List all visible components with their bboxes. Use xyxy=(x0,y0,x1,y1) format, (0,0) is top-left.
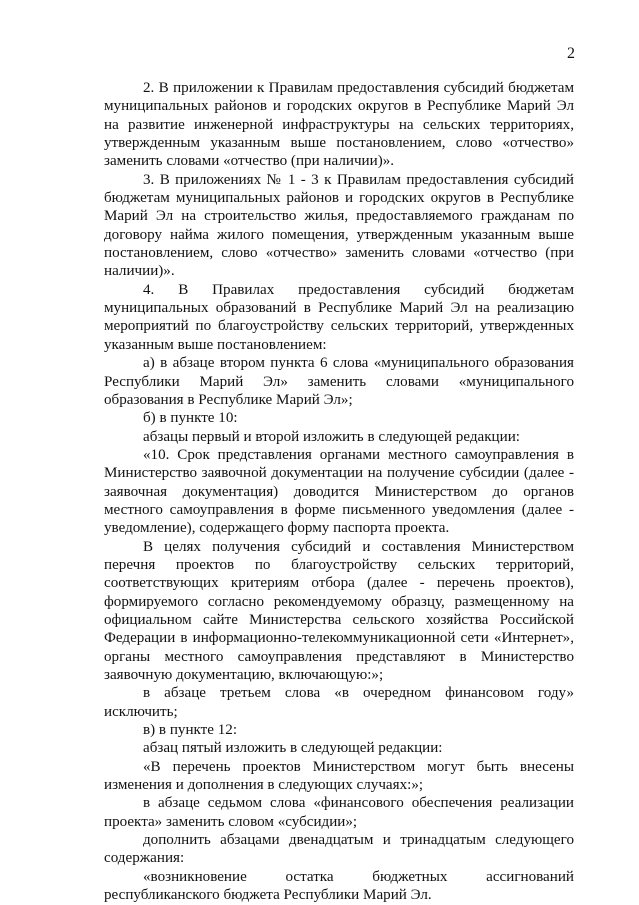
paragraph-subitem-v: в) в пункте 12: xyxy=(143,722,238,739)
page-number: 2 xyxy=(567,45,575,62)
paragraph-clause-10-cont: В целях получения субсидий и составления Министерством перечня проектов по благоустройству сельских территорий, соответствующих критериям отбора (далее - перечень проектов), формируемого согласно рекомендуемому образцу, размещенному на официальном сайте Министерства сельского хозяйства Российской Федерации в информационно-телекоммуникационной сети «Интернет», органы местного самоуправления представляют в Министерство заявочную документацию, включающую:»; xyxy=(104,538,574,683)
paragraph-add-abzac: дополнить абзацами двенадцатым и тринадцатым следующего содержания: xyxy=(104,832,574,867)
paragraph-clause-10: «10. Срок представления органами местного самоуправления в Министерство заявочной документации на получение субсидии (далее - заявочная документация) доводится Министерством до органов местного самоуправления в форме письменного уведомления (далее - уведомление), содержащего форму паспорта проекта. xyxy=(104,446,574,537)
paragraph-instruction: абзацы первый и второй изложить в следующей редакции: xyxy=(143,428,520,445)
paragraph-item-4: 4. В Правилах предоставления субсидий бюджетам муниципальных образований в Республике Марий Эл на реализацию мероприятий по благоустройству сельских территорий, утвержденных указанным выше постановлением: xyxy=(104,281,574,353)
document-body xyxy=(104,79,574,904)
paragraph-abzac-3: в абзаце третьем слова «в очередном финансовом году» исключить; xyxy=(104,685,574,720)
paragraph-abzac-5: абзац пятый изложить в следующей редакции: xyxy=(143,740,443,757)
paragraph-subitem-a: а) в абзаце втором пункта 6 слова «муниципального образования Республики Марий Эл» заменить словами «муниципального образования в Республике Марий Эл»; xyxy=(104,355,574,408)
paragraph-remainder: «возникновение остатка бюджетных ассигнований республиканского бюджета Республики Марий Эл. xyxy=(104,868,574,904)
paragraph-item-2: 2. В приложении к Правилам предоставления субсидий бюджетам муниципальных районов и городских округов в Республике Марий Эл на развитие инженерной инфраструктуры на сельских территориях, утвержденным указанным выше постановлением, слово «отчество» заменить словами «отчество (при наличии)». xyxy=(104,80,574,170)
paragraph-subitem-b: б) в пункте 10: xyxy=(143,410,238,427)
paragraph-abzac-7: в абзаце седьмом слова «финансового обеспечения реализации проекта» заменить словом «субсидии»; xyxy=(104,795,574,830)
paragraph-item-3: 3. В приложениях № 1 - 3 к Правилам предоставления субсидий бюджетам муниципальных районов и городских округов в Республике Марий Эл на строительство жилья, предоставляемого гражданам по договору найма жилого помещения, утвержденным указанным выше постановлением, слово «отчество» заменить словами «отчество (при наличии)». xyxy=(104,171,574,280)
paragraph-quote-changes: «В перечень проектов Министерством могут быть внесены изменения и дополнения в следующих случаях:»; xyxy=(104,758,574,794)
